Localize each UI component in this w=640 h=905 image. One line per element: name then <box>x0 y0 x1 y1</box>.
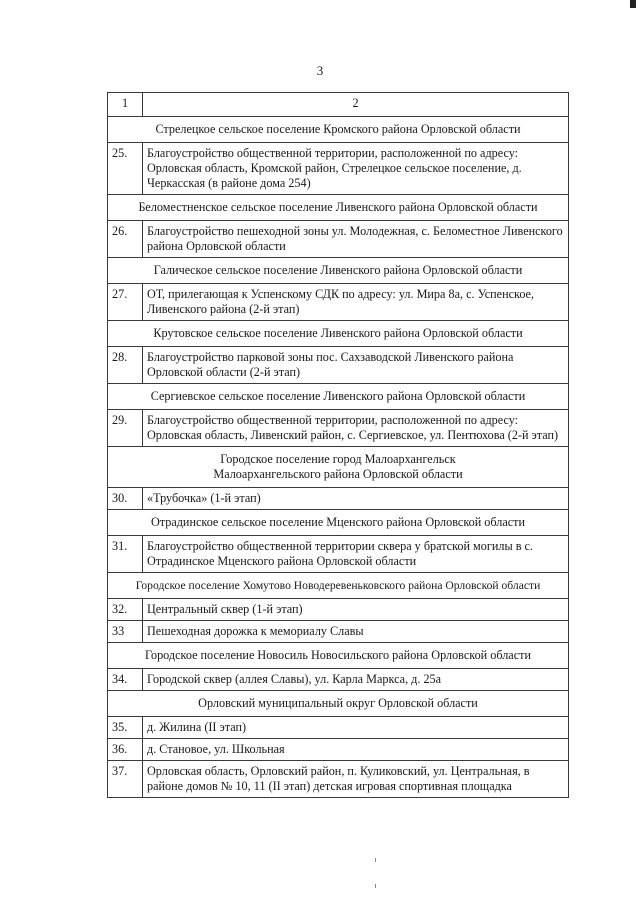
section-title: Стрелецкое сельское поселение Кромского района Орловской области <box>108 117 569 143</box>
section-row <box>108 384 569 410</box>
section-row <box>108 195 569 221</box>
section-title: Орловский муниципальный округ Орловской области <box>108 691 569 717</box>
row-number: 34. <box>108 669 143 691</box>
section-title: Городское поселение Хомутово Новодеревеньковского района Орловской области <box>108 573 569 599</box>
scan-corner-mark <box>630 0 636 8</box>
table-row <box>108 347 569 384</box>
table-row <box>108 143 569 195</box>
table-header-row <box>108 93 569 117</box>
row-text: Благоустройство пешеходной зоны ул. Молодежная, с. Беломестное Ливенского района Орловской области <box>143 221 569 258</box>
table-row <box>108 221 569 258</box>
section-title: Беломестненское сельское поселение Ливенского района Орловской области <box>108 195 569 221</box>
scan-artifact-mark <box>375 858 376 862</box>
row-text: «Трубочка» (1-й этап) <box>143 488 569 510</box>
row-number: 35. <box>108 717 143 739</box>
section-title: Крутовское сельское поселение Ливенского района Орловской области <box>108 321 569 347</box>
row-number: 31. <box>108 536 143 573</box>
row-number: 29. <box>108 410 143 447</box>
row-number: 33 <box>108 621 143 643</box>
row-text: Центральный сквер (1-й этап) <box>143 599 569 621</box>
section-title: Городское поселение город Малоархангельск Малоархангельского района Орловской области <box>108 447 569 488</box>
table-row <box>108 717 569 739</box>
section-title: Галичеcкое сельское поселение Ливенского района Орловской области <box>108 258 569 284</box>
row-text: Благоустройство общественной территории сквера у братской могилы в с. Отрадинское Мценского района Орловской области <box>143 536 569 573</box>
page-number: 3 <box>316 63 324 78</box>
row-text: Орловская область, Орловский район, п. Куликовский, ул. Центральная, в районе домов № 10, 11 (II этап) детская игровая спортивная площадка <box>143 761 569 798</box>
row-text: Благоустройство парковой зоны пос. Сахзаводской Ливенского района Орловской области (2-й этап) <box>143 347 569 384</box>
row-text: Благоустройство общественной территории, расположенной по адресу: Орловская область, Ливенский район, с. Сергиевское, ул. Пентюхова (2-й этап) <box>143 410 569 447</box>
row-text: д. Становое, ул. Школьная <box>143 739 569 761</box>
table-row <box>108 599 569 621</box>
section-row <box>108 691 569 717</box>
scan-artifact-mark <box>375 884 376 888</box>
row-number: 27. <box>108 284 143 321</box>
table-row <box>108 739 569 761</box>
table-row <box>108 761 569 798</box>
section-row <box>108 643 569 669</box>
table-row <box>108 488 569 510</box>
projects-table <box>107 92 569 798</box>
row-number: 26. <box>108 221 143 258</box>
section-title: Отрадинское сельское поселение Мценского района Орловской области <box>108 510 569 536</box>
section-row <box>108 258 569 284</box>
row-number: 36. <box>108 739 143 761</box>
row-number: 28. <box>108 347 143 384</box>
header-col-1: 1 <box>108 93 143 117</box>
table-row <box>108 536 569 573</box>
row-text: д. Жилина (II этап) <box>143 717 569 739</box>
section-row <box>108 510 569 536</box>
row-text: Городской сквер (аллея Славы), ул. Карла Маркса, д. 25а <box>143 669 569 691</box>
section-row <box>108 321 569 347</box>
header-col-2: 2 <box>143 93 569 117</box>
table-row <box>108 669 569 691</box>
table-row <box>108 410 569 447</box>
row-number: 30. <box>108 488 143 510</box>
table-row <box>108 621 569 643</box>
section-row <box>108 447 569 488</box>
section-row <box>108 573 569 599</box>
section-row <box>108 117 569 143</box>
row-number: 37. <box>108 761 143 798</box>
row-text: ОТ, прилегающая к Успенскому СДК по адресу: ул. Мира 8а, с. Успенское, Ливенского района (2-й этап) <box>143 284 569 321</box>
table-row <box>108 284 569 321</box>
row-number: 25. <box>108 143 143 195</box>
row-text: Пешеходная дорожка к мемориалу Славы <box>143 621 569 643</box>
section-title: Городское поселение Новосиль Новосильского района Орловской области <box>108 643 569 669</box>
row-number: 32. <box>108 599 143 621</box>
row-text: Благоустройство общественной территории, расположенной по адресу: Орловская область, Кромской район, Стрелецкое сельское поселение, д. Черкасская (в районе дома 254) <box>143 143 569 195</box>
section-title: Сергиевское сельское поселение Ливенского района Орловской области <box>108 384 569 410</box>
